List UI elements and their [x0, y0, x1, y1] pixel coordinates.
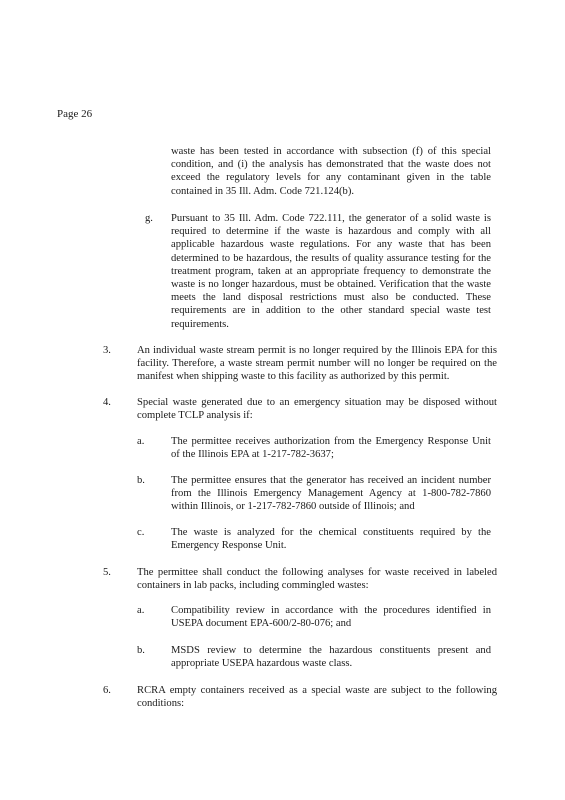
item-4a-text: The permittee receives authorization from the Emergency Response Unit of the Illinois EPA at 1-217-782-3637; [171, 436, 491, 461]
item-4b-label: b. [137, 475, 145, 486]
item-5b-label: b. [137, 645, 145, 656]
item-5-text: The permittee shall conduct the following analyses for waste received in labeled containers in lab packs, including commingled wastes: [137, 567, 497, 592]
item-5-label: 5. [103, 567, 111, 578]
item-4-text: Special waste generated due to an emergency situation may be disposed without complete TCLP analysis if: [137, 397, 497, 422]
item-3-text: An individual waste stream permit is no longer required by the Illinois EPA for this facility. Therefore, a waste stream permit number will no longer be required on the manifest when shipping waste to this facility as authorized by this permit. [137, 345, 497, 383]
page-number: Page 26 [57, 108, 93, 120]
continuation-paragraph: waste has been tested in accordance with subsection (f) of this special condition, and (i) the analysis has demonstrated that the waste does not exceed the regulatory levels for any contaminant given in the table contained in 35 Ill. Adm. Code 721.124(b). [171, 146, 491, 197]
item-3-label: 3. [103, 345, 111, 356]
item-5a-label: a. [137, 605, 145, 616]
item-4c-label: c. [137, 527, 145, 538]
item-4b-text: The permittee ensures that the generator has received an incident number from the Illinois Emergency Management Agency at 1-800-782-7860 within Illinois, or 1-217-782-7860 outside of Illinois; and [171, 475, 491, 513]
item-g-label: g. [145, 213, 153, 224]
item-4-label: 4. [103, 397, 111, 408]
item-4c-text: The waste is analyzed for the chemical constituents required by the Emergency Response Unit. [171, 527, 491, 552]
item-4a-label: a. [137, 436, 145, 447]
item-5b-text: MSDS review to determine the hazardous constituents present and appropriate USEPA hazardous waste class. [171, 645, 491, 670]
item-6-text: RCRA empty containers received as a special waste are subject to the following conditions: [137, 685, 497, 710]
item-5a-text: Compatibility review in accordance with the procedures identified in USEPA document EPA-600/2-80-076; and [171, 605, 491, 630]
item-g-text: Pursuant to 35 Ill. Adm. Code 722.111, the generator of a solid waste is required to determine if the waste is hazardous and comply with all applicable hazardous waste regulations. For any waste that has been determined to be hazardous, the results of quality assurance testing for the treatment program, taken at an appropriate frequency to demonstrate the waste is no longer hazardous, must be obtained. Verification that the waste meets the land disposal restrictions must also be conducted. These requirements are in addition to the other standard special waste test requirements. [171, 213, 491, 330]
item-6-label: 6. [103, 685, 111, 696]
